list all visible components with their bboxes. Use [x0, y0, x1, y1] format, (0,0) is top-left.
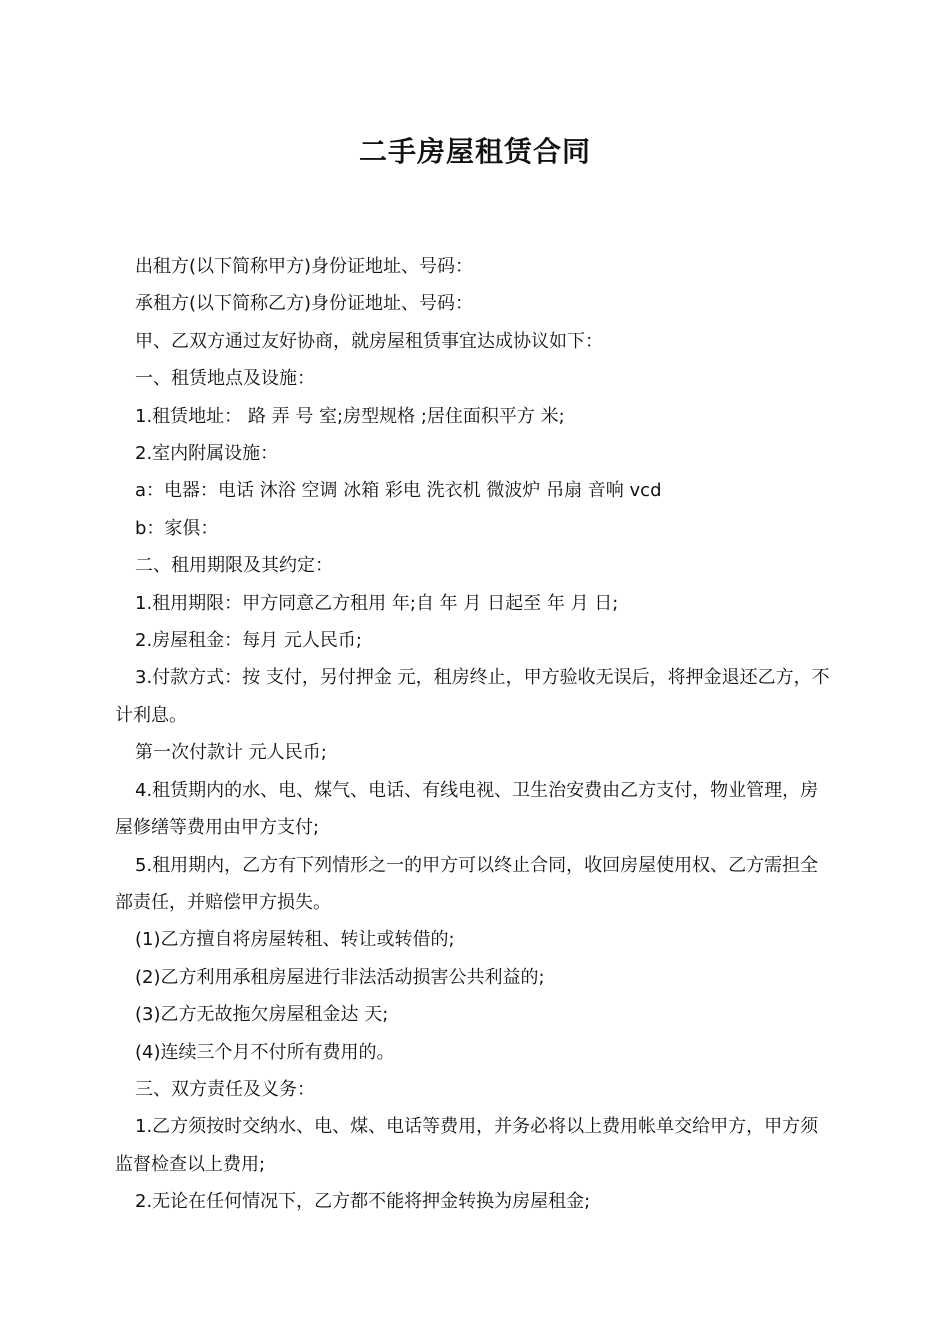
paragraph-appliances: a：电器：电话 沐浴 空调 冰箱 彩电 洗衣机 微波炉 吊扇 音响 vcd — [135, 480, 662, 502]
document-title: 二手房屋租赁合同 — [358, 135, 591, 168]
paragraph-lessor: 出租方(以下简称甲方)身份证地址、号码： — [135, 256, 474, 277]
paragraph-lessee: 承租方(以下简称乙方)身份证地址、号码： — [135, 293, 474, 315]
document-body — [115, 248, 835, 1221]
paragraph-rent: 2.房屋租金：每月 元人民币; — [135, 630, 362, 652]
paragraph-payment: 3.付款方式：按 支付，另付押金 元，租房终止，甲方验收无误后，将押金退还乙方，不计利息。 — [115, 667, 830, 726]
paragraph-term: 1.租用期限：甲方同意乙方租用 年;自 年 月 日起至 年 月 日; — [135, 592, 619, 614]
paragraph-utilities: 4.租赁期内的水、电、煤气、电话、有线电视、卫生治安费由乙方支付，物业管理，房屋修缮等费用由甲方支付; — [115, 779, 819, 839]
section-heading-2: 二、租用期限及其约定： — [135, 555, 333, 577]
paragraph-clause-4: (4)连续三个月不付所有费用的。 — [135, 1041, 395, 1063]
paragraph-clause-3: (3)乙方无故拖欠房屋租金达 天; — [135, 1004, 389, 1026]
paragraph-address: 1.租赁地址： 路 弄 号 室;房型规格 ;居住面积平方 米; — [135, 405, 565, 427]
paragraph-duty-1: 1.乙方须按时交纳水、电、煤、电话等费用，并务必将以上费用帐单交给甲方，甲方须监督检查以上费用; — [115, 1116, 819, 1175]
paragraph-duty-2: 2.无论在任何情况下，乙方都不能将押金转换为房屋租金; — [135, 1191, 591, 1213]
section-heading-3: 三、双方责任及义务： — [135, 1078, 315, 1100]
paragraph-clause-1: (1)乙方擅自将房屋转租、转让或转借的; — [135, 929, 455, 951]
section-heading-1: 一、租赁地点及设施： — [135, 368, 315, 390]
paragraph-intro: 甲、乙双方通过友好协商，就房屋租赁事宜达成协议如下： — [135, 330, 603, 352]
paragraph-clause-2: (2)乙方利用承租房屋进行非法活动损害公共利益的; — [135, 966, 545, 988]
paragraph-facilities: 2.室内附属设施： — [135, 443, 279, 465]
paragraph-furniture: b：家俱： — [135, 517, 219, 539]
paragraph-first-payment: 第一次付款计 元人民币; — [135, 742, 327, 764]
paragraph-termination: 5.租用期内，乙方有下列情形之一的甲方可以终止合同，收回房屋使用权、乙方需担全部责任，并赔偿甲方损失。 — [115, 854, 819, 913]
